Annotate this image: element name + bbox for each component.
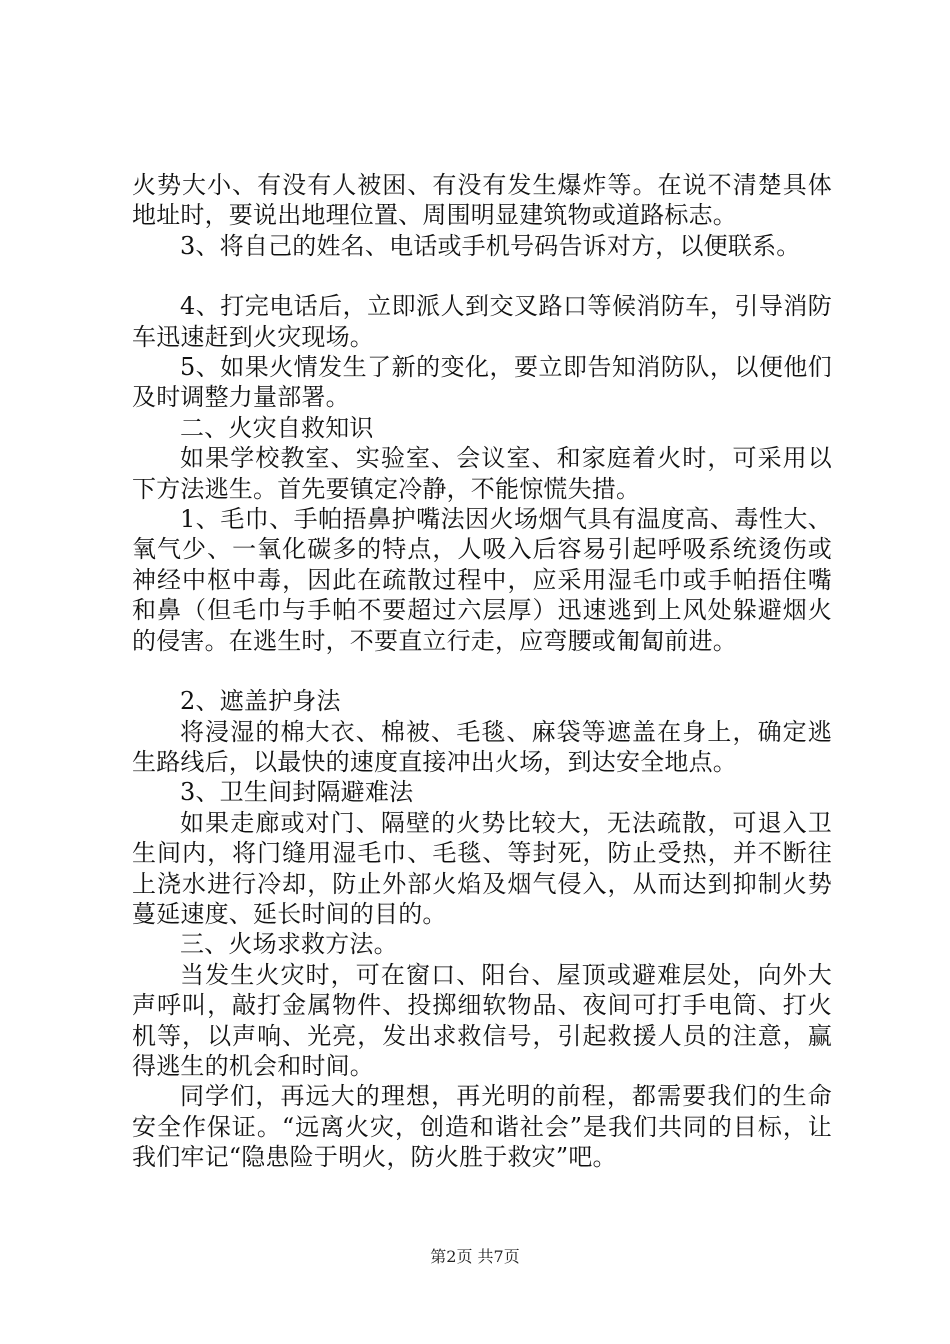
paragraph-step-4: 4、打完电话后，立即派人到交叉路口等候消防车，引导消防车迅速赶到火灾现场。	[132, 292, 832, 351]
paragraph-report-details-cont: 火势大小、有没有人被困、有没有发生爆炸等。在说不清楚具体地址时，要说出地理位置、周围明显建筑物或道路标志。	[132, 171, 832, 230]
section-heading-call-for-help: 三、火场求救方法。	[180, 930, 398, 959]
paragraph-method-2: 将浸湿的棉大衣、棉被、毛毯、麻袋等遮盖在身上，确定逃生路线后，以最快的速度直接冲出火场，到达安全地点。	[132, 717, 832, 776]
paragraph-gap	[132, 656, 832, 686]
paragraph-step-3: 3、将自己的姓名、电话或手机号码告诉对方，以便联系。	[180, 231, 801, 260]
page-number-footer: 第2页 共7页	[430, 1247, 520, 1266]
heading-method-2: 2、遮盖护身法	[180, 687, 341, 716]
document-body	[132, 170, 832, 1173]
paragraph-step-5: 5、如果火情发生了新的变化，要立即告知消防队，以便他们及时调整力量部署。	[132, 353, 832, 412]
section-heading-self-rescue: 二、火灾自救知识	[180, 413, 374, 442]
paragraph-gap	[132, 261, 832, 291]
paragraph-method-1: 1、毛巾、手帕捂鼻护嘴法因火场烟气具有温度高、毒性大、氧气少、一氧化碳多的特点，人吸入后容易引起呼吸系统烫伤或神经中枢中毒，因此在疏散过程中，应采用湿毛巾或手帕捂住嘴和鼻（但毛巾与手帕不要超过六层厚）迅速逃到上风处躲避烟火的侵害。在逃生时，不要直立行走，应弯腰或匍匐前进。	[132, 505, 832, 655]
heading-method-3: 3、卫生间封隔避难法	[180, 778, 414, 807]
paragraph-call-for-help: 当发生火灾时，可在窗口、阳台、屋顶或避难层处，向外大声呼叫，敲打金属物件、投掷细软物品、夜间可打手电筒、打火机等，以声响、光亮，发出求救信号，引起救援人员的注意，赢得逃生的机会和时间。	[132, 960, 832, 1080]
paragraph-self-rescue-intro: 如果学校教室、实验室、会议室、和家庭着火时，可采用以下方法逃生。首先要镇定冷静，不能惊慌失措。	[132, 444, 832, 503]
paragraph-method-3: 如果走廊或对门、隔壁的火势比较大，无法疏散，可退入卫生间内，将门缝用湿毛巾、毛毯、等封死，防止受热，并不断往上浇水进行冷却，防止外部火焰及烟气侵入，从而达到抑制火势蔓延速度、延长时间的目的。	[132, 808, 832, 928]
paragraph-conclusion: 同学们，再远大的理想，再光明的前程，都需要我们的生命安全作保证。“远离火灾，创造和谐社会”是我们共同的目标，让我们牢记“隐患险于明火，防火胜于救灾”吧。	[132, 1082, 832, 1172]
